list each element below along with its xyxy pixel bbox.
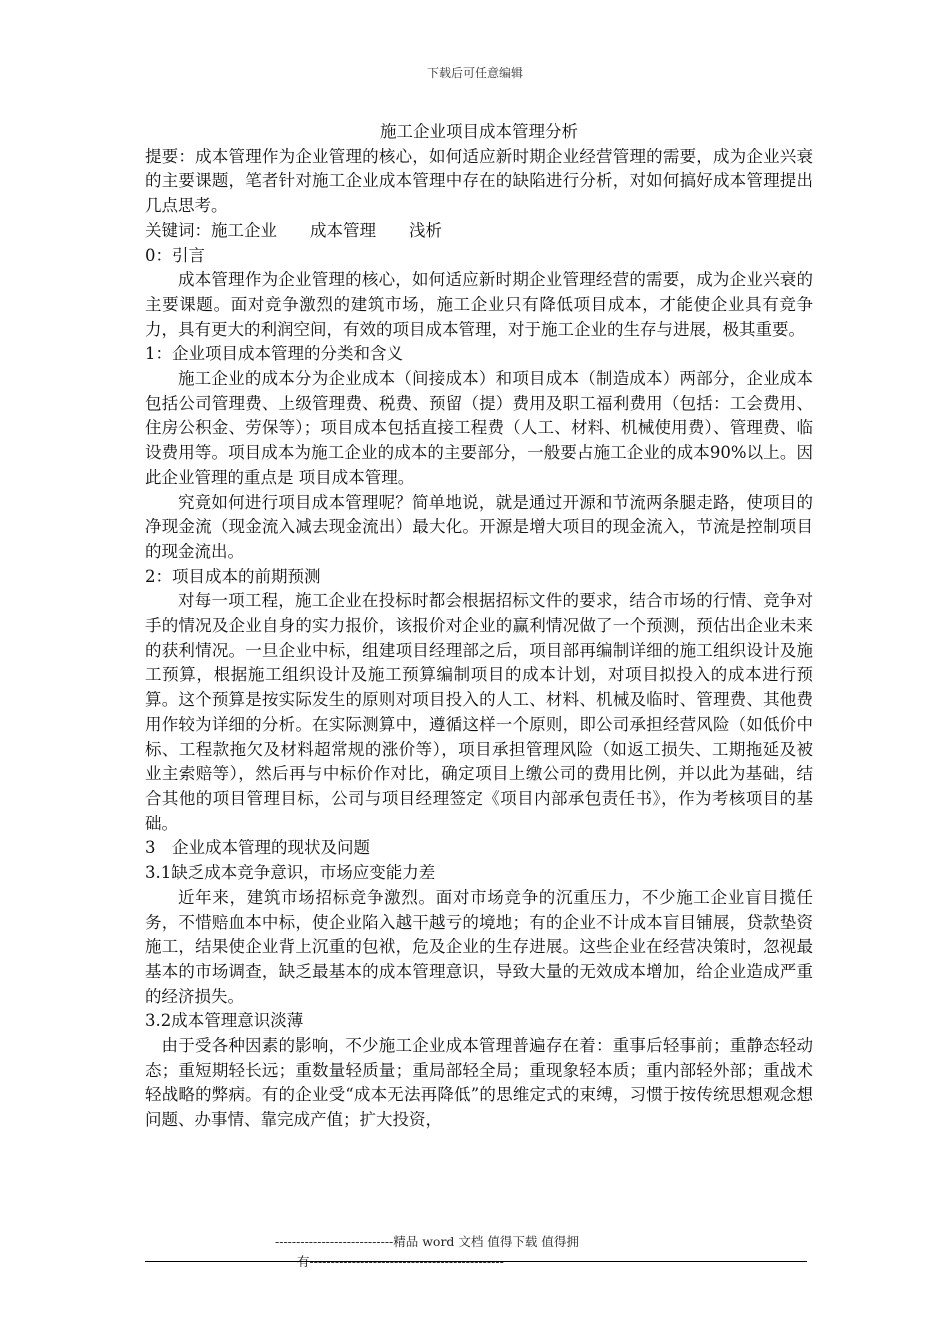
abstract-paragraph: 提要：成本管理作为企业管理的核心，如何适应新时期企业经营管理的需要，成为企业兴衰的主要课题，笔者针对施工企业成本管理中存在的缺陷进行分析，对如何搞好成本管理提出几点思考。	[145, 146, 813, 216]
page-footer	[145, 1232, 807, 1272]
section-heading-3: 3 企业成本管理的现状及问题	[145, 838, 370, 858]
section-heading-intro: 0：引言	[145, 245, 205, 265]
body-paragraph: 施工企业的成本分为企业成本（间接成本）和项目成本（制造成本）两部分，企业成本包括公司管理费、上级管理费、税费、预留（提）费用及职工福利费用（包括：工会费用、住房公积金、劳保等）；项目成本包括直接工程费（人工、材料、机械使用费）、管理费、临设费用等。项目成本为施工企业的成本的主要部分，一般要占施工企业的成本90%以上。因此企业管理的重点是 项目成本管理。	[145, 369, 813, 487]
page-header: 下载后可任意编辑	[426, 66, 523, 80]
body-paragraph: 近年来，建筑市场招标竞争激烈。面对市场竞争的沉重压力，不少施工企业盲目揽任务，不惜赔血本中标，使企业陷入越干越亏的境地；有的企业不计成本盲目铺展，贷款垫资施工，结果使企业背上沉重的包袱，危及企业的生存进展。这些企业在经营决策时，忽视最基本的市场调查，缺乏最基本的成本管理意识，导致大量的无效成本增加，给企业造成严重的经济损失。	[145, 887, 813, 1006]
document-body	[145, 120, 813, 1133]
body-paragraph: 究竟如何进行项目成本管理呢？简单地说，就是通过开源和节流两条腿走路，使项目的净现金流（现金流入减去现金流出）最大化。开源是增大项目的现金流入，节流是控制项目的现金流出。	[145, 492, 813, 561]
subsection-heading-3-2: 3.2成本管理意识淡薄	[145, 1011, 304, 1031]
footer-line-2: 有----------------------------------------------	[297, 1254, 504, 1269]
document-title: 施工企业项目成本管理分析	[380, 122, 578, 141]
footer-divider	[145, 1261, 807, 1262]
body-paragraph: 由于受各种因素的影响，不少施工企业成本管理普遍存在着：重事后轻事前；重静态轻动态；重短期轻长远；重数量轻质量；重局部轻全局；重现象轻本质；重内部轻外部；重战术轻战略的弊病。有的企业受“成本无法再降低”的思维定式的束缚，习惯于按传统思想观念想问题、办事情、靠完成产值；扩大投资，	[145, 1036, 813, 1130]
footer-line-1: ----------------------------精品 word 文档 值得下载 值得拥	[275, 1234, 579, 1249]
section-heading-2: 2：项目成本的前期预测	[145, 566, 321, 586]
section-heading-1: 1：企业项目成本管理的分类和含义	[145, 344, 403, 364]
body-paragraph: 成本管理作为企业管理的核心，如何适应新时期企业管理经营的需要，成为企业兴衰的主要课题。面对竞争激烈的建筑市场，施工企业只有降低项目成本，才能使企业具有竞争力，具有更大的利润空间，有效的项目成本管理，对于施工企业的生存与进展，极其重要。	[145, 270, 813, 339]
subsection-heading-3-1: 3.1缺乏成本竞争意识，市场应变能力差	[145, 863, 436, 883]
body-paragraph: 对每一项工程，施工企业在投标时都会根据招标文件的要求，结合市场的行情、竞争对手的情况及企业自身的实力报价，该报价对企业的赢利情况做了一个预测，预估出企业未来的获利情况。一旦企业中标，组建项目经理部之后，项目部再编制详细的施工组织设计及施工预算，根据施工组织设计及施工预算编制项目的成本计划，对项目拟投入的成本进行预算。这个预算是按实际发生的原则对项目投入的人工、材料、机械及临时、管理费、其他费用作较为详细的分析。在实际测算中，遵循这样一个原则，即公司承担经营风险（如低价中标、工程款拖欠及材料超常规的涨价等），项目承担管理风险（如返工损失、工期拖延及被业主索赔等），然后再与中标价作对比，确定项目上缴公司的费用比例，并以此为基础，结合其他的项目管理目标，公司与项目经理签定《项目内部承包责任书》，作为考核项目的基础。	[145, 591, 813, 833]
keywords-line: 关键词：施工企业 成本管理 浅析	[145, 220, 442, 240]
